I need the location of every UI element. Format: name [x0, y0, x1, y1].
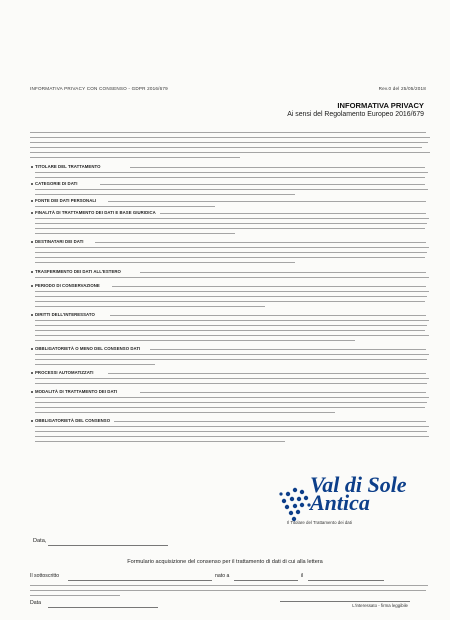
section-label: FINALITÀ DI TRATTAMENTO DEI DATI E BASE GIURIDICA	[35, 210, 156, 215]
document-subtitle: Ai sensi del Regolamento Europeo 2016/679	[287, 111, 424, 118]
section-label: MODALITÀ DI TRATTAMENTO DEI DATI	[35, 389, 118, 394]
consent-form-title: Formulario acquisizione del consenso per il trattamento di dati di cui alla lettera	[127, 559, 323, 565]
section-label: DIRITTI DELL'INTERESSATO	[35, 312, 95, 317]
birthplace-field[interactable]	[234, 580, 298, 581]
section-label: PERIODO DI CONSERVAZIONE	[35, 283, 100, 288]
section-label: OBBLIGATORIETÀ O MENO DEL CONSENSO DATI	[35, 346, 141, 351]
date-field[interactable]	[48, 545, 168, 546]
signature-field[interactable]	[280, 601, 410, 602]
logo-line-1: Val di Sole	[310, 472, 407, 497]
bullet-icon	[31, 348, 33, 350]
bullet-icon	[31, 372, 33, 374]
bullet-icon	[31, 314, 33, 316]
logo-line-2: Antica	[310, 490, 370, 515]
bullet-icon	[31, 391, 33, 393]
document-title: INFORMATIVA PRIVACY	[337, 101, 424, 110]
bullet-icon	[31, 166, 33, 168]
section-label: DESTINATARI DEI DATI	[35, 239, 84, 244]
bullet-icon	[31, 285, 33, 287]
date-label: Data,	[33, 538, 47, 544]
section-label: PROCESSI AUTOMATIZZATI	[35, 370, 94, 375]
header-revision: Rev.0 del 25/05/2018	[378, 86, 426, 91]
name-field[interactable]	[68, 580, 212, 581]
bullet-icon	[31, 212, 33, 214]
bullet-icon	[31, 183, 33, 185]
bullet-icon	[31, 420, 33, 422]
signature-date-field[interactable]	[48, 607, 158, 608]
section-label: OBBLIGATORIETÀ DEL CONSENSO	[35, 418, 111, 423]
signature-label: L'interessato - firma leggibile	[352, 603, 408, 608]
title-block	[287, 101, 424, 118]
bullet-icon	[31, 241, 33, 243]
signature-date-label: Data	[30, 600, 41, 606]
logo-wordmark	[310, 472, 407, 515]
bullet-icon	[31, 271, 33, 273]
section-label: TRASFERIMENTO DEI DATI ALL'ESTERO	[35, 269, 121, 274]
section-label: CATEGORIE DI DATI	[35, 181, 78, 186]
controller-caption: Il Titolare del Trattamento dei dati	[287, 520, 352, 525]
on-label: il	[301, 573, 304, 579]
bullet-icon	[31, 200, 33, 202]
birthdate-field[interactable]	[308, 580, 384, 581]
section-label: FONTE DEI DATI PERSONALI	[35, 198, 97, 203]
name-label: Il sottoscritto	[30, 573, 60, 579]
header-document-id: INFORMATIVA PRIVACY CON CONSENSO - GDPR 2016/679	[30, 86, 168, 91]
section-label: TITOLARE DEL TRATTAMENTO	[35, 164, 101, 169]
document-header	[30, 86, 426, 96]
born-label: nato a	[215, 573, 230, 579]
